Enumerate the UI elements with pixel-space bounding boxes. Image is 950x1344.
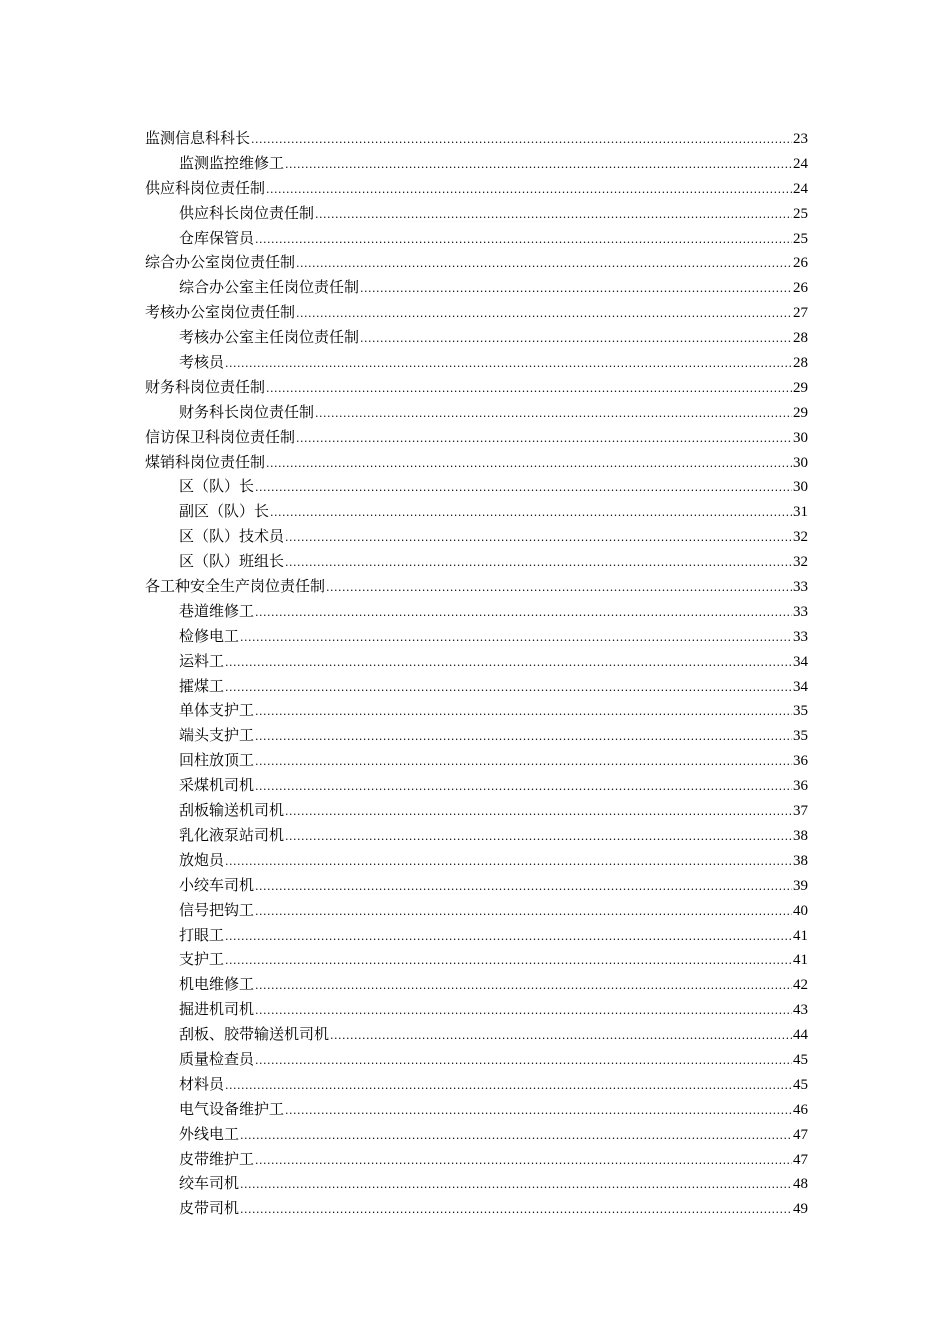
toc-entry-title: 综合办公室主任岗位责任制 [179,278,360,297]
toc-dot-leader [251,128,792,153]
toc-entry[interactable] [145,499,808,524]
toc-entry[interactable] [145,1122,808,1147]
toc-dot-leader [315,402,792,427]
toc-entry-page-number: 44 [793,1027,808,1044]
toc-dot-leader [255,1149,792,1174]
toc-entry-page-number: 28 [793,330,808,347]
toc-entry-title: 掘进机司机 [179,1000,255,1019]
toc-dot-leader [296,427,792,452]
toc-dot-leader [296,302,792,327]
toc-entry-title: 电气设备维护工 [179,1099,285,1118]
toc-entry[interactable] [145,126,808,151]
toc-entry-page-number: 30 [793,429,808,446]
toc-entry[interactable] [145,898,808,923]
toc-entry-title: 财务科岗位责任制 [145,377,266,396]
toc-entry[interactable] [145,848,808,873]
toc-entry[interactable] [145,1022,808,1047]
toc-dot-leader [255,750,792,775]
toc-dot-leader [255,875,792,900]
toc-entry-title: 绞车司机 [179,1174,240,1193]
toc-dot-leader [255,974,792,999]
toc-dot-leader [315,203,792,228]
toc-entry-title: 运料工 [179,651,225,670]
toc-entry-title: 供应科岗位责任制 [145,178,266,197]
toc-dot-leader [255,999,792,1024]
toc-entry[interactable] [145,350,808,375]
toc-entry-title: 打眼工 [179,925,225,944]
toc-entry[interactable] [145,250,808,275]
toc-entry-page-number: 32 [793,554,808,571]
toc-entry[interactable] [145,325,808,350]
toc-entry-title: 放炮员 [179,850,225,869]
toc-entry-page-number: 29 [793,379,808,396]
toc-dot-leader [225,1074,792,1099]
toc-dot-leader [326,576,792,601]
toc-entry-title: 各工种安全生产岗位责任制 [145,577,326,596]
toc-entry[interactable] [145,1072,808,1097]
toc-dot-leader [360,327,792,352]
toc-entry[interactable] [145,698,808,723]
toc-entry-page-number: 33 [793,579,808,596]
toc-entry-page-number: 32 [793,529,808,546]
toc-entry[interactable] [145,748,808,773]
toc-entry-title: 区（队）技术员 [179,527,285,546]
toc-entry[interactable] [145,773,808,798]
toc-entry-page-number: 38 [793,852,808,869]
toc-entry-title: 供应科长岗位责任制 [179,203,315,222]
toc-dot-leader [285,825,792,850]
toc-entry-title: 刮板、胶带输送机司机 [179,1025,330,1044]
toc-entry-title: 材料员 [179,1074,225,1093]
toc-entry[interactable] [145,873,808,898]
toc-dot-leader [296,252,792,277]
toc-entry-page-number: 24 [793,155,808,172]
toc-entry-page-number: 43 [793,1002,808,1019]
toc-entry-title: 监测信息科科长 [145,129,251,147]
toc-entry-title: 质量检查员 [179,1049,255,1068]
toc-dot-leader [266,377,792,402]
toc-entry-title: 端头支护工 [179,726,255,745]
toc-entry-page-number: 38 [793,827,808,844]
toc-dot-leader [255,725,792,750]
toc-entry-page-number: 47 [793,1151,808,1168]
toc-entry-page-number: 42 [793,977,808,994]
toc-dot-leader [225,949,792,974]
toc-entry[interactable] [145,151,808,176]
toc-dot-leader [225,925,792,950]
toc-entry-page-number: 45 [793,1076,808,1093]
toc-entry[interactable] [145,549,808,574]
toc-entry-page-number: 41 [793,952,808,969]
toc-dot-leader [270,501,792,526]
toc-dot-leader [266,452,792,477]
toc-entry-page-number: 48 [793,1176,808,1193]
toc-entry-title: 考核办公室岗位责任制 [145,303,296,322]
toc-entry-page-number: 25 [793,205,808,222]
toc-entry-title: 财务科长岗位责任制 [179,402,315,421]
toc-entry-title: 巷道维修工 [179,601,255,620]
toc-entry-page-number: 35 [793,728,808,745]
toc-entry[interactable] [145,275,808,300]
toc-entry-page-number: 37 [793,803,808,820]
toc-entry[interactable] [145,997,808,1022]
toc-entry[interactable] [145,474,808,499]
toc-dot-leader [225,850,792,875]
toc-entry-title: 外线电工 [179,1124,240,1143]
toc-entry-title: 考核办公室主任岗位责任制 [179,328,360,347]
toc-dot-leader [285,153,792,178]
toc-dot-leader [240,626,792,651]
toc-entry-page-number: 28 [793,355,808,372]
toc-dot-leader [285,1099,792,1124]
toc-entry[interactable] [145,599,808,624]
toc-entry[interactable] [145,1171,808,1196]
toc-entry-title: 监测监控维修工 [179,153,285,172]
toc-entry-page-number: 24 [793,180,808,197]
toc-entry-page-number: 33 [793,603,808,620]
toc-entry-page-number: 36 [793,778,808,795]
toc-entry-page-number: 49 [793,1201,808,1218]
toc-dot-leader [266,178,792,203]
toc-entry[interactable] [145,947,808,972]
toc-dot-leader [255,1049,792,1074]
toc-dot-leader [360,277,792,302]
toc-entry-page-number: 29 [793,404,808,421]
toc-entry[interactable] [145,1147,808,1172]
toc-entry-page-number: 46 [793,1101,808,1118]
toc-entry-page-number: 34 [793,678,808,695]
toc-entry-page-number: 36 [793,753,808,770]
toc-dot-leader [330,1024,792,1049]
toc-dot-leader [225,676,792,701]
toc-entry-title: 信号把钩工 [179,900,255,919]
toc-entry[interactable] [145,1196,808,1221]
toc-entry[interactable] [145,201,808,226]
toc-entry-page-number: 25 [793,230,808,247]
toc-entry[interactable] [145,400,808,425]
toc-entry[interactable] [145,450,808,475]
toc-entry-title: 皮带维护工 [179,1149,255,1168]
toc-dot-leader [285,800,792,825]
toc-entry-page-number: 30 [793,479,808,496]
toc-entry[interactable] [145,375,808,400]
toc-entry-title: 考核员 [179,353,225,372]
toc-entry-title: 检修电工 [179,626,240,645]
toc-entry-title: 机电维修工 [179,975,255,994]
toc-entry-title: 区（队）长 [179,477,255,496]
table-of-contents [145,126,808,1221]
toc-entry-page-number: 41 [793,927,808,944]
toc-dot-leader [255,775,792,800]
toc-dot-leader [285,551,792,576]
toc-entry[interactable] [145,723,808,748]
toc-dot-leader [255,228,792,253]
toc-dot-leader [240,1124,792,1149]
toc-entry-title: 采煤机司机 [179,776,255,795]
toc-entry-title: 小绞车司机 [179,875,255,894]
toc-entry-page-number: 39 [793,877,808,894]
toc-entry-title: 煤销科岗位责任制 [145,452,266,471]
toc-entry[interactable] [145,649,808,674]
toc-entry[interactable] [145,923,808,948]
toc-entry[interactable] [145,176,808,201]
toc-entry-title: 皮带司机 [179,1199,240,1218]
toc-entry[interactable] [145,674,808,699]
toc-entry[interactable] [145,1097,808,1122]
toc-entry-title: 仓库保管员 [179,228,255,247]
toc-dot-leader [255,476,792,501]
toc-entry-title: 回柱放顶工 [179,751,255,770]
toc-entry[interactable] [145,226,808,251]
toc-entry[interactable] [145,798,808,823]
toc-entry-page-number: 30 [793,454,808,471]
toc-entry-title: 综合办公室岗位责任制 [145,253,296,272]
toc-entry-title: 区（队）班组长 [179,552,285,571]
toc-entry-page-number: 40 [793,902,808,919]
toc-entry[interactable] [145,972,808,997]
toc-entry-page-number: 45 [793,1051,808,1068]
toc-entry-page-number: 31 [793,504,808,521]
toc-entry-title: 乳化液泵站司机 [179,825,285,844]
toc-dot-leader [255,700,792,725]
toc-entry-page-number: 26 [793,255,808,272]
toc-entry[interactable] [145,300,808,325]
toc-entry[interactable] [145,823,808,848]
toc-dot-leader [225,651,792,676]
toc-entry-page-number: 27 [793,305,808,322]
toc-entry-title: 副区（队）长 [179,502,270,521]
toc-entry[interactable] [145,624,808,649]
toc-entry[interactable] [145,574,808,599]
toc-entry[interactable] [145,425,808,450]
toc-dot-leader [240,1173,792,1198]
toc-dot-leader [255,900,792,925]
toc-dot-leader [285,526,792,551]
toc-entry-title: 刮板输送机司机 [179,801,285,820]
toc-dot-leader [240,1198,792,1223]
toc-entry-title: 信访保卫科岗位责任制 [145,427,296,446]
toc-entry-page-number: 35 [793,703,808,720]
toc-entry-page-number: 33 [793,628,808,645]
toc-entry-title: 单体支护工 [179,701,255,720]
toc-dot-leader [255,601,792,626]
toc-entry-title: 攉煤工 [179,676,225,695]
toc-entry-page-number: 47 [793,1126,808,1143]
toc-entry-title: 支护工 [179,950,225,969]
toc-entry-page-number: 23 [793,131,808,147]
toc-entry-page-number: 26 [793,280,808,297]
toc-entry-page-number: 34 [793,653,808,670]
toc-entry[interactable] [145,1047,808,1072]
toc-entry[interactable] [145,524,808,549]
toc-dot-leader [225,352,792,377]
